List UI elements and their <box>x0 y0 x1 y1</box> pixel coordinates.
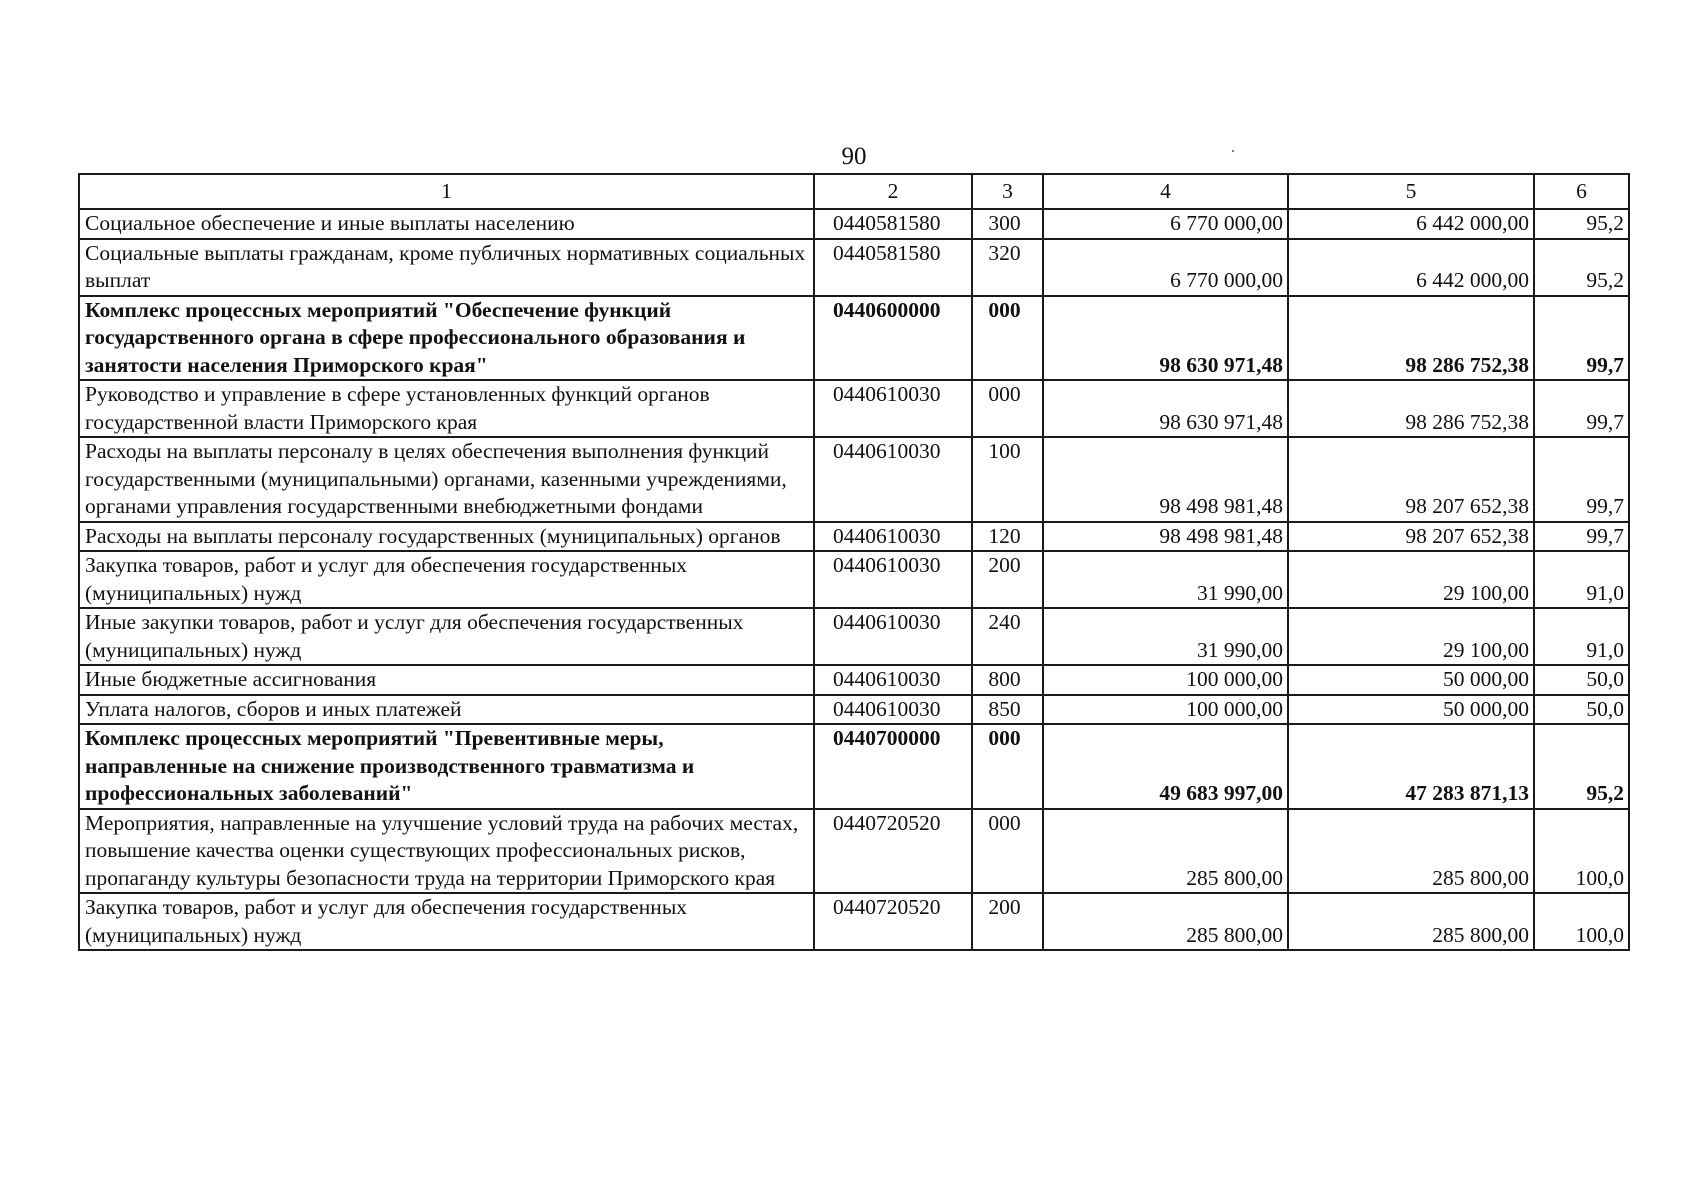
row-execution-percent: 100,0 <box>1534 893 1629 950</box>
row-executed-amount: 285 800,00 <box>1288 893 1534 950</box>
row-executed-amount: 98 286 752,38 <box>1288 296 1534 381</box>
row-executed-amount: 98 207 652,38 <box>1288 522 1534 552</box>
row-executed-amount: 98 286 752,38 <box>1288 380 1534 437</box>
table-row <box>79 380 1629 437</box>
row-planned-amount: 31 990,00 <box>1043 608 1288 665</box>
row-target-article-code: 0440610030 <box>814 551 972 608</box>
table-row <box>79 665 1629 695</box>
row-target-article-code: 0440581580 <box>814 209 972 239</box>
row-execution-percent: 99,7 <box>1534 380 1629 437</box>
row-expense-type-code: 850 <box>972 695 1043 725</box>
row-target-article-code: 0440610030 <box>814 437 972 522</box>
row-description: Закупка товаров, работ и услуг для обеспечения государственных (муниципальных) нужд <box>79 893 814 950</box>
row-execution-percent: 50,0 <box>1534 665 1629 695</box>
scan-speck <box>1232 150 1234 152</box>
row-planned-amount: 6 770 000,00 <box>1043 209 1288 239</box>
row-executed-amount: 50 000,00 <box>1288 695 1534 725</box>
row-target-article-code: 0440610030 <box>814 695 972 725</box>
column-header: 4 <box>1043 174 1288 209</box>
row-expense-type-code: 000 <box>972 380 1043 437</box>
row-execution-percent: 95,2 <box>1534 724 1629 809</box>
row-execution-percent: 91,0 <box>1534 551 1629 608</box>
column-header: 2 <box>814 174 972 209</box>
table-row <box>79 209 1629 239</box>
table-row <box>79 893 1629 950</box>
row-target-article-code: 0440610030 <box>814 522 972 552</box>
row-executed-amount: 29 100,00 <box>1288 551 1534 608</box>
row-execution-percent: 99,7 <box>1534 437 1629 522</box>
row-execution-percent: 91,0 <box>1534 608 1629 665</box>
column-number-row <box>79 174 1629 209</box>
row-expense-type-code: 240 <box>972 608 1043 665</box>
row-target-article-code: 0440581580 <box>814 239 972 296</box>
row-execution-percent: 50,0 <box>1534 695 1629 725</box>
row-expense-type-code: 300 <box>972 209 1043 239</box>
row-planned-amount: 6 770 000,00 <box>1043 239 1288 296</box>
table-row <box>79 809 1629 894</box>
row-execution-percent: 100,0 <box>1534 809 1629 894</box>
table-row <box>79 608 1629 665</box>
row-description: Комплекс процессных мероприятий "Обеспечение функций государственного органа в сфере профессионального образования и занятости населения Приморского края" <box>79 296 814 381</box>
row-expense-type-code: 800 <box>972 665 1043 695</box>
table-row <box>79 296 1629 381</box>
row-target-article-code: 0440610030 <box>814 665 972 695</box>
row-description: Социальное обеспечение и иные выплаты населению <box>79 209 814 239</box>
row-target-article-code: 0440720520 <box>814 809 972 894</box>
row-planned-amount: 100 000,00 <box>1043 665 1288 695</box>
row-expense-type-code: 000 <box>972 809 1043 894</box>
row-execution-percent: 99,7 <box>1534 522 1629 552</box>
row-description: Мероприятия, направленные на улучшение условий труда на рабочих местах, повышение качества оценки существующих профессиональных рисков, пропаганду культуры безопасности труда на территории Приморского края <box>79 809 814 894</box>
row-expense-type-code: 200 <box>972 893 1043 950</box>
row-target-article-code: 0440720520 <box>814 893 972 950</box>
row-planned-amount: 285 800,00 <box>1043 809 1288 894</box>
row-executed-amount: 29 100,00 <box>1288 608 1534 665</box>
budget-execution-table <box>78 173 1630 951</box>
table-row <box>79 551 1629 608</box>
row-execution-percent: 95,2 <box>1534 209 1629 239</box>
row-planned-amount: 98 630 971,48 <box>1043 296 1288 381</box>
table-row <box>79 695 1629 725</box>
row-description: Комплекс процессных мероприятий "Превентивные меры, направленные на снижение производственного травматизма и профессиональных заболеваний" <box>79 724 814 809</box>
row-description: Уплата налогов, сборов и иных платежей <box>79 695 814 725</box>
page-number: 90 <box>841 143 867 170</box>
column-header: 6 <box>1534 174 1629 209</box>
row-executed-amount: 285 800,00 <box>1288 809 1534 894</box>
row-planned-amount: 285 800,00 <box>1043 893 1288 950</box>
row-target-article-code: 0440700000 <box>814 724 972 809</box>
row-target-article-code: 0440610030 <box>814 608 972 665</box>
row-executed-amount: 6 442 000,00 <box>1288 209 1534 239</box>
row-planned-amount: 98 498 981,48 <box>1043 437 1288 522</box>
row-description: Руководство и управление в сфере установленных функций органов государственной власти Приморского края <box>79 380 814 437</box>
row-executed-amount: 50 000,00 <box>1288 665 1534 695</box>
row-planned-amount: 98 498 981,48 <box>1043 522 1288 552</box>
row-expense-type-code: 200 <box>972 551 1043 608</box>
table-row <box>79 239 1629 296</box>
row-expense-type-code: 000 <box>972 296 1043 381</box>
row-expense-type-code: 320 <box>972 239 1043 296</box>
row-executed-amount: 47 283 871,13 <box>1288 724 1534 809</box>
table-body <box>79 174 1629 950</box>
row-planned-amount: 49 683 997,00 <box>1043 724 1288 809</box>
table-row <box>79 437 1629 522</box>
row-planned-amount: 98 630 971,48 <box>1043 380 1288 437</box>
table-row <box>79 724 1629 809</box>
row-expense-type-code: 000 <box>972 724 1043 809</box>
row-description: Закупка товаров, работ и услуг для обеспечения государственных (муниципальных) нужд <box>79 551 814 608</box>
row-executed-amount: 6 442 000,00 <box>1288 239 1534 296</box>
row-description: Расходы на выплаты персоналу в целях обеспечения выполнения функций государственными (муниципальными) органами, казенными учреждениями, органами управления государственными внебюджетными фондами <box>79 437 814 522</box>
row-target-article-code: 0440600000 <box>814 296 972 381</box>
row-description: Социальные выплаты гражданам, кроме публичных нормативных социальных выплат <box>79 239 814 296</box>
row-execution-percent: 99,7 <box>1534 296 1629 381</box>
row-description: Расходы на выплаты персоналу государственных (муниципальных) органов <box>79 522 814 552</box>
row-description: Иные бюджетные ассигнования <box>79 665 814 695</box>
row-expense-type-code: 120 <box>972 522 1043 552</box>
row-planned-amount: 100 000,00 <box>1043 695 1288 725</box>
row-description: Иные закупки товаров, работ и услуг для обеспечения государственных (муниципальных) нужд <box>79 608 814 665</box>
column-header: 5 <box>1288 174 1534 209</box>
column-header: 1 <box>79 174 814 209</box>
row-expense-type-code: 100 <box>972 437 1043 522</box>
column-header: 3 <box>972 174 1043 209</box>
row-executed-amount: 98 207 652,38 <box>1288 437 1534 522</box>
row-target-article-code: 0440610030 <box>814 380 972 437</box>
row-execution-percent: 95,2 <box>1534 239 1629 296</box>
table-row <box>79 522 1629 552</box>
row-planned-amount: 31 990,00 <box>1043 551 1288 608</box>
